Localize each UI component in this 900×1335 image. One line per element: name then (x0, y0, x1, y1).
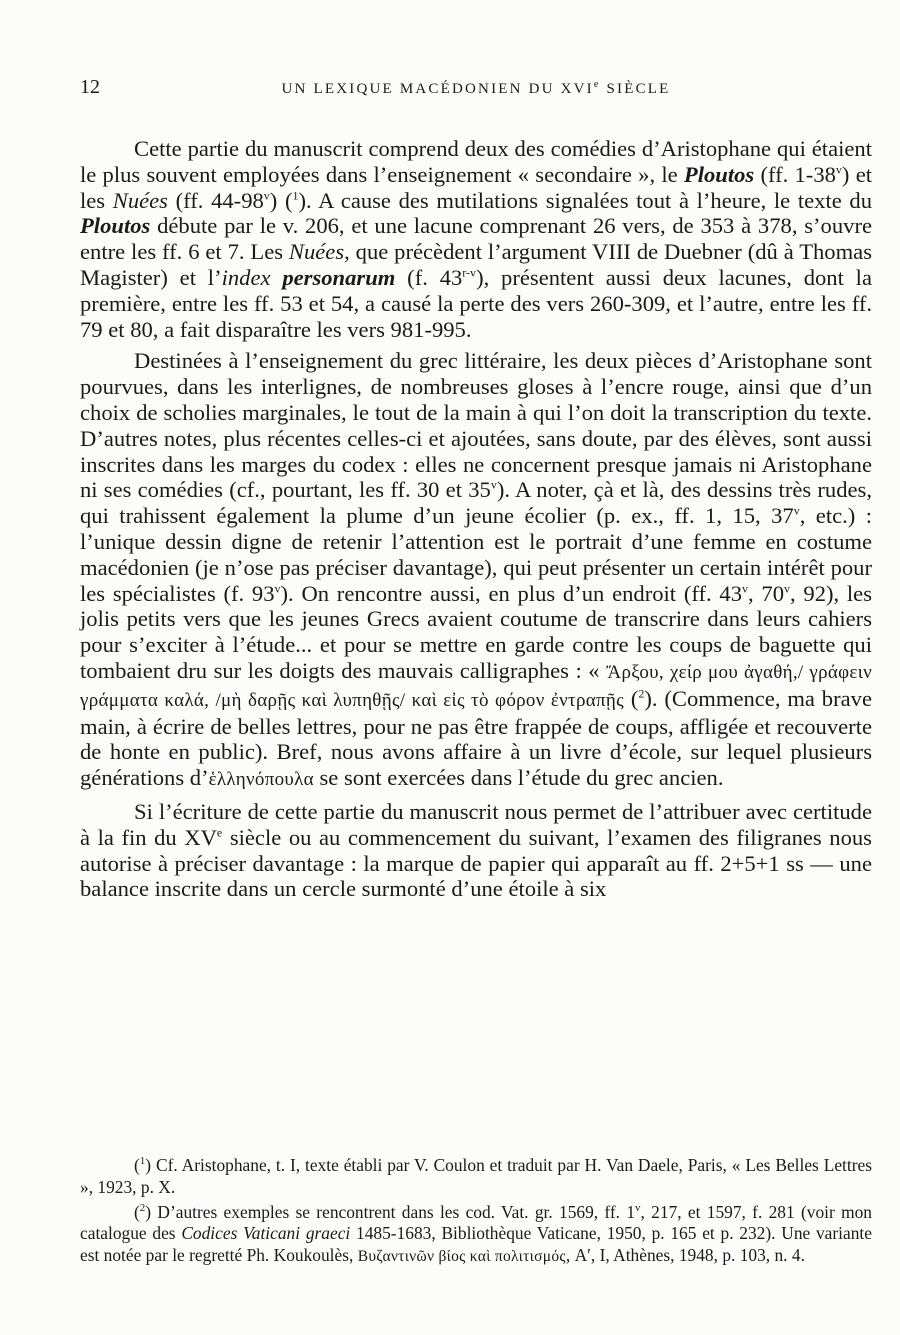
text-run: ). On rencontre aussi, en plus d’un endroit (ff. 43 (280, 580, 742, 606)
text-run: D’autres exemples se rencontrent dans les cod. Vat. gr. 1569, ff. 1 (151, 1201, 636, 1222)
text-run: siècle ou au commencement du suivant, l’examen des filigranes nous autorise à préciser davantage : la marque de papier qui apparaît au ff. 2+5+1 ss — une balance inscrite dans un cercle surmonté d’une étoile à six (80, 824, 872, 902)
title-nuees: Nuées (288, 239, 345, 265)
text-run: 1485-1683, Bibliothèque Vaticane, 1950, p. 165 et p. 232). Une variante est notée par le regretté Ph. Koukoulès, (80, 1223, 872, 1266)
title-ploutos: Ploutos (80, 213, 151, 239)
text-run: , 217, et 1597, f. 281 (voir mon catalogue des (80, 1201, 872, 1244)
text-run: (ff. 1-38 (754, 161, 836, 187)
text-run: , 70 (748, 580, 784, 606)
title-nuees: Nuées (112, 187, 168, 213)
superscript: v (793, 503, 800, 518)
paragraph-3 (80, 799, 872, 902)
greek-title: Βυζαντινῶν βίος καὶ πολιτισμός (357, 1248, 566, 1266)
superscript: v (490, 477, 497, 492)
catalogue-title: Codices Vaticani graeci (181, 1223, 351, 1244)
running-head (80, 76, 872, 102)
text-run: ). A noter, çà et là, des dessins très rudes, qui trahissent également la plume d’un jeune écolier (p. ex., ff. 1, 15, 37 (80, 477, 872, 529)
superscript: v (635, 1201, 641, 1214)
text-run: Cette partie du manuscrit comprend deux des comédies d’Aristophane qui étaient le plus souvent employées dans l’enseignement « secondaire », le (80, 136, 872, 187)
index-term: index (221, 264, 283, 290)
footnote-number: 2 (139, 1201, 146, 1214)
footnote-ref-1[interactable]: 1 (292, 188, 299, 203)
text-run: se sont exercées dans l’étude du grec ancien. (313, 765, 724, 791)
text-run: , etc.) : l’unique dessin digne de retenir l’attention est le portrait d’une femme en costume macédonien (je n’ose pas préciser davantage), qui peut présenter un certain intérêt pour les spécialistes (f. 93 (80, 503, 873, 606)
text-run: ( (623, 685, 639, 711)
text-run: , 92), les jolis petits vers que les jeunes Grecs avaient coutume de transcrire dans leurs cahiers pour s’exciter à l’étude... et pour se mettre en garde contre les coups de baguette qui tombaient dru sur les doigts des mauvais calligraphes : « (80, 580, 873, 683)
text-run: débute par le v. 206, et une lacune comprenant 26 vers, de 353 à 378, s’ouvre entre les ff. 6 et 7. Les (80, 213, 872, 265)
text-run: ). (Commence, ma brave main, à écrire de belles lettres, pour ne pas être frappée de coups, affligée et recouverte de honte en public). Bref, nous avons affaire à un livre d’école, sur lequel plusieurs générations d’ (80, 685, 872, 791)
text-run: ) ( (269, 187, 293, 213)
running-title-end: SIÈCLE (600, 81, 671, 97)
paragraph-1 (80, 136, 872, 342)
personarum-term: personarum (282, 264, 396, 290)
footnote-ref-2[interactable]: 2 (638, 686, 645, 701)
text-run: ) et les (80, 161, 872, 213)
greek-verse: Ἄρξου, χείρ μου ἀγαθή,/ γράφειν γράμματα καλά, /μὴ δαρῇς καὶ λυπηθῇς/ καὶ εἰς τὸ φόρον ἐντραπῇς (80, 661, 873, 711)
text-run: , que précèdent l’argument VIII de Duebner (dû à Thomas Magister) et l’ (80, 239, 872, 290)
superscript: v (835, 162, 842, 177)
superscript: e (216, 825, 223, 840)
running-title-superscript: e (593, 79, 601, 90)
running-title-text: UN LEXIQUE MACÉDONIEN DU XVI (281, 81, 594, 97)
footnote-1: ($^1$) Cf. Aristophane, t. I, texte établi par V. Coulon et traduit par H. Van Daele, Paris, « Les Belles Lettres », 1923, p. X. (80, 1155, 872, 1197)
body-text (80, 136, 872, 908)
text-run: Destinées à l’enseignement du grec littéraire, les deux pièces d’Aristophane sont pourvues, dans les interlignes, de nombreuses gloses à l’encre rouge, ainsi que d’un choix de scholies marginales, le tout de la main à qui l’on doit la transcription du texte. D’autres notes, plus récentes celles-ci et ajoutées, sans doute, par des élèves, sont aussi inscrites dans les marges du codex : elles ne concernent presque jamais ni Aristophane ni ses comédies (cf., pourtant, les ff. 30 et 35 (80, 348, 872, 503)
page-number: 12 (80, 76, 100, 98)
text-run: , A′, I, Athènes, 1948, p. 103, n. 4. (565, 1245, 805, 1266)
footnotes (80, 1155, 872, 1271)
text-run: Si l’écriture de cette partie du manuscrit nous permet de l’attribuer avec certitude à la fin du XV (80, 798, 872, 850)
title-ploutos: Ploutos (683, 161, 755, 187)
footnote-number: 1 (139, 1155, 146, 1168)
text-run: (ff. 44-98 (167, 187, 264, 213)
text-run: Cf. Aristophane, t. I, texte établi par V. Coulon et traduit par H. Van Daele, Paris, « Les Belles Lettres », 1923, p. X. (80, 1155, 872, 1197)
footnote-2: ($^2$) D’autres exemples se rencontrent dans les cod. Vat. gr. 1569, ff. 1$^v$, 217, et 1597, f. 281 (voir mon catalogue des Codices Vaticani graeci 1485-1683, Bibliothèque Vaticane, 1950, p. 165 et p. 232). Une variante est notée par le regretté Ph. Koukoulès, Βυζαντινῶν βίος καὶ πολιτισμός, A′, I, Athènes, 1948, p. 103, n. 4. (80, 1201, 872, 1266)
running-title (80, 79, 872, 98)
text-run: ), présentent aussi deux lacunes, dont la première, entre les ff. 53 et 54, a causé la perte des vers 260-309, et l’autre, entre les ff. 79 et 80, a fait disparaître les vers 981-995. (80, 264, 872, 342)
paragraph-2 (80, 348, 872, 793)
greek-word: ἑλληνόπουλα (208, 769, 314, 791)
superscript: v (742, 581, 748, 596)
superscript: r-v (462, 265, 477, 280)
superscript: v (784, 581, 790, 596)
text-run: ). A cause des mutilations signalées tout à l’heure, le texte du (298, 187, 872, 213)
text-run: (f. 43 (395, 264, 463, 290)
superscript: v (263, 188, 270, 203)
superscript: v (274, 581, 281, 596)
